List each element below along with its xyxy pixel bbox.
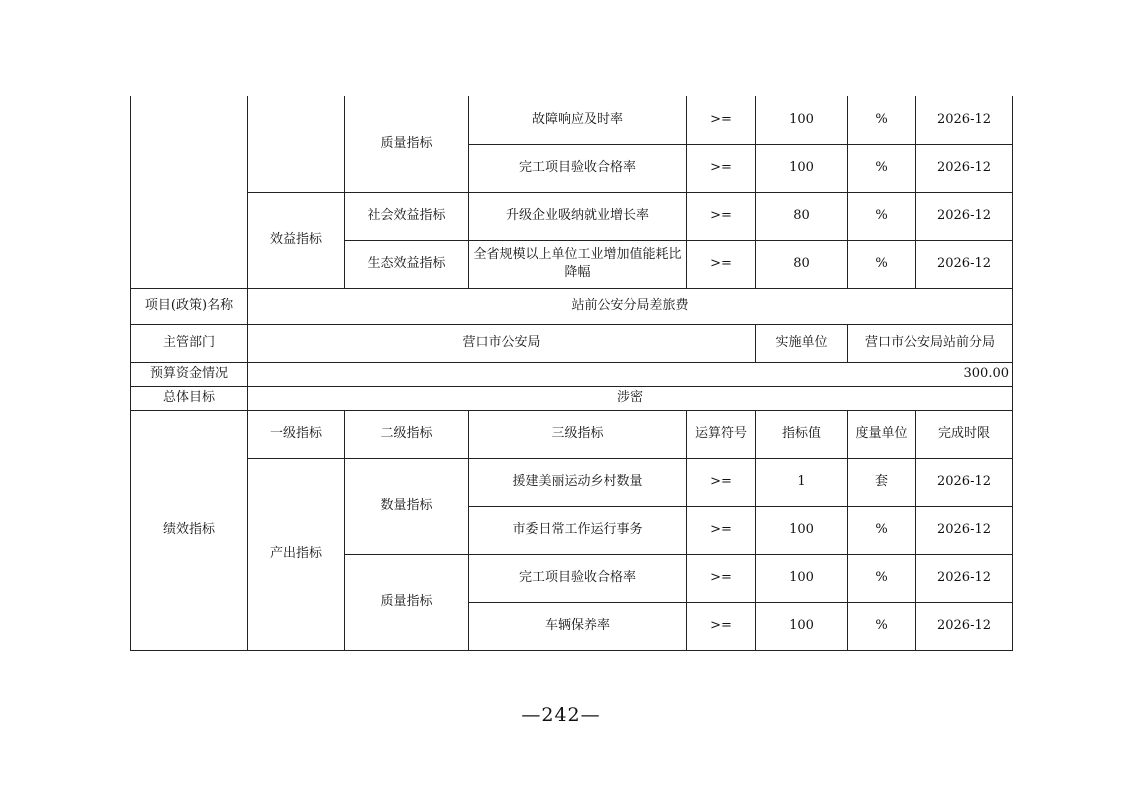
value-cell: 80: [756, 240, 848, 288]
deadline-cell: 2026-12: [916, 192, 1013, 240]
third-level-cell: 全省规模以上单位工业增加值能耗比降幅: [469, 240, 687, 288]
value-cell: 100: [756, 602, 848, 650]
third-level-cell: 援建美丽运动乡村数量: [469, 458, 687, 506]
impl-label: 实施单位: [756, 324, 848, 362]
budget-label: 预算资金情况: [131, 362, 248, 386]
blank-cell: [131, 96, 248, 288]
unit-cell: %: [848, 144, 916, 192]
header-second-level: 二级指标: [345, 410, 469, 458]
third-level-cell: 故障响应及时率: [469, 96, 687, 144]
table-header-row: [131, 410, 1013, 458]
first-level-cell: 产出指标: [248, 458, 345, 650]
project-name-value: 站前公安分局差旅费: [248, 288, 1013, 324]
table-row: [131, 362, 1013, 386]
operator-cell: >=: [687, 602, 756, 650]
table-row: [131, 386, 1013, 410]
table-row: [131, 458, 1013, 506]
unit-cell: %: [848, 240, 916, 288]
deadline-cell: 2026-12: [916, 96, 1013, 144]
unit-cell: %: [848, 602, 916, 650]
budget-value: 300.00: [248, 362, 1013, 386]
dept-label: 主管部门: [131, 324, 248, 362]
operator-cell: >=: [687, 506, 756, 554]
goal-value: 涉密: [248, 386, 1013, 410]
deadline-cell: 2026-12: [916, 602, 1013, 650]
second-level-cell: 质量指标: [345, 96, 469, 192]
header-deadline: 完成时限: [916, 410, 1013, 458]
header-value: 指标值: [756, 410, 848, 458]
unit-cell: %: [848, 506, 916, 554]
operator-cell: >=: [687, 240, 756, 288]
second-level-cell: 数量指标: [345, 458, 469, 554]
deadline-cell: 2026-12: [916, 240, 1013, 288]
first-level-cell: 效益指标: [248, 192, 345, 288]
performance-table: [130, 96, 1013, 651]
table-row: [131, 324, 1013, 362]
table-row: [131, 192, 1013, 240]
operator-cell: >=: [687, 96, 756, 144]
table-row: [131, 288, 1013, 324]
header-third-level: 三级指标: [469, 410, 687, 458]
operator-cell: >=: [687, 144, 756, 192]
value-cell: 100: [756, 506, 848, 554]
deadline-cell: 2026-12: [916, 506, 1013, 554]
second-level-cell: 质量指标: [345, 554, 469, 650]
value-cell: 100: [756, 554, 848, 602]
page-number: —242—: [521, 704, 601, 726]
deadline-cell: 2026-12: [916, 144, 1013, 192]
value-cell: 1: [756, 458, 848, 506]
second-level-cell: 社会效益指标: [345, 192, 469, 240]
dept-value: 营口市公安局: [248, 324, 756, 362]
header-operator: 运算符号: [687, 410, 756, 458]
third-level-cell: 完工项目验收合格率: [469, 554, 687, 602]
goal-label: 总体目标: [131, 386, 248, 410]
performance-label: 绩效指标: [131, 410, 248, 650]
value-cell: 100: [756, 144, 848, 192]
third-level-cell: 完工项目验收合格率: [469, 144, 687, 192]
operator-cell: >=: [687, 554, 756, 602]
unit-cell: %: [848, 554, 916, 602]
third-level-cell: 升级企业吸纳就业增长率: [469, 192, 687, 240]
table-row: [131, 96, 1013, 144]
unit-cell: %: [848, 192, 916, 240]
third-level-cell: 车辆保养率: [469, 602, 687, 650]
operator-cell: >=: [687, 458, 756, 506]
operator-cell: >=: [687, 192, 756, 240]
deadline-cell: 2026-12: [916, 458, 1013, 506]
header-unit: 度量单位: [848, 410, 916, 458]
blank-cell: [248, 96, 345, 192]
header-first-level: 一级指标: [248, 410, 345, 458]
project-name-label: 项目(政策)名称: [131, 288, 248, 324]
unit-cell: %: [848, 96, 916, 144]
deadline-cell: 2026-12: [916, 554, 1013, 602]
impl-value: 营口市公安局站前分局: [848, 324, 1013, 362]
second-level-cell: 生态效益指标: [345, 240, 469, 288]
third-level-cell: 市委日常工作运行事务: [469, 506, 687, 554]
value-cell: 80: [756, 192, 848, 240]
unit-cell: 套: [848, 458, 916, 506]
value-cell: 100: [756, 96, 848, 144]
